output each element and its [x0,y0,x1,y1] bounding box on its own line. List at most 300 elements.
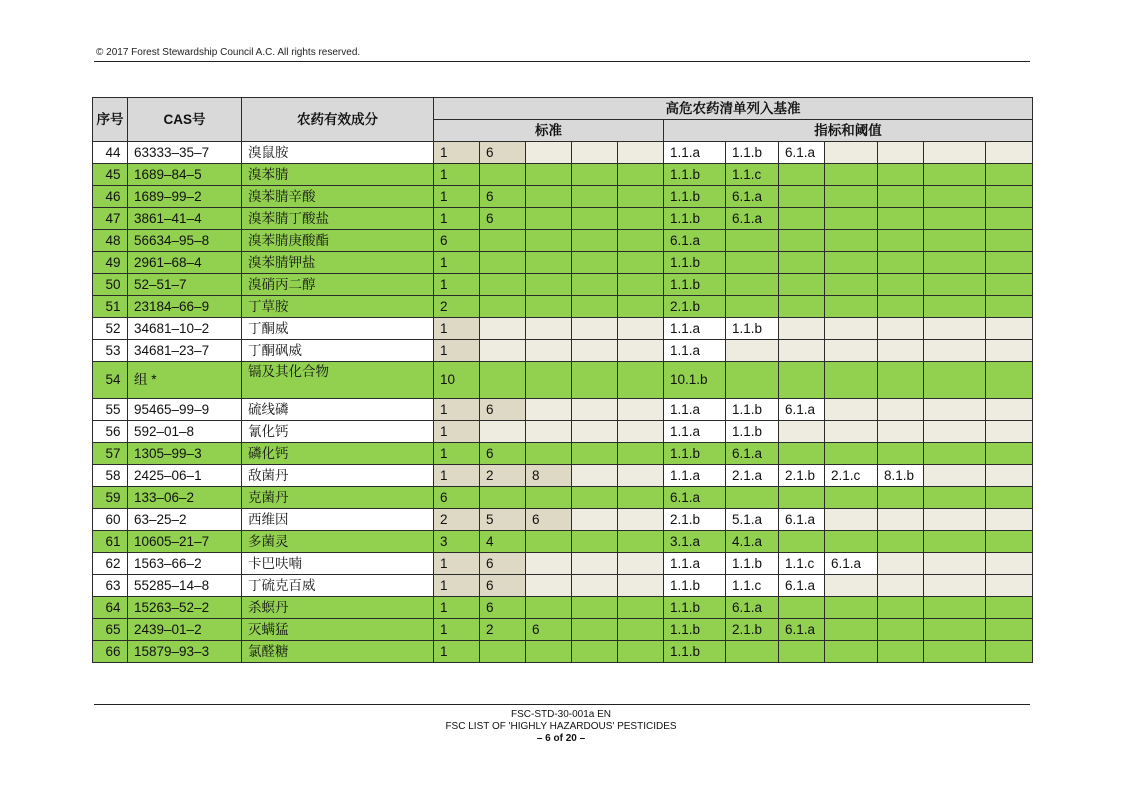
ingredient-cell: 丁草胺 [242,296,434,318]
header-row-top [93,98,1033,120]
indicator-cell: 3.1.a [664,531,726,553]
ingredient-cell: 西维因 [242,509,434,531]
criteria-cell [618,296,664,318]
indicator-cell: 1.1.a [664,421,726,443]
indicator-cell [878,597,924,619]
header-divider [94,61,1030,62]
indicator-cell: 8.1.b [878,465,924,487]
criteria-cell [480,252,526,274]
indicator-cell [986,619,1033,641]
indicator-cell [986,575,1033,597]
indicator-cell [986,362,1033,399]
criteria-cell [526,164,572,186]
criteria-cell [526,531,572,553]
cas-cell: 63–25–2 [128,509,242,531]
indicator-cell: 1.1.b [726,399,779,421]
criteria-cell: 1 [434,641,480,663]
row-number-cell: 56 [93,421,128,443]
criteria-cell [480,164,526,186]
criteria-cell [618,509,664,531]
indicator-cell [986,641,1033,663]
indicator-cell [878,443,924,465]
indicator-cell: 1.1.b [664,208,726,230]
criteria-cell [572,252,618,274]
criteria-cell: 6 [526,619,572,641]
cas-cell: 23184–66–9 [128,296,242,318]
indicator-cell [825,531,878,553]
cas-cell: 2439–01–2 [128,619,242,641]
row-number-cell: 49 [93,252,128,274]
indicator-cell [986,509,1033,531]
table-row [93,164,1033,186]
indicator-cell [986,296,1033,318]
indicator-cell [878,142,924,164]
criteria-cell: 6 [480,553,526,575]
indicator-cell: 1.1.a [664,318,726,340]
ingredient-cell: 丁酮威 [242,318,434,340]
table-row [93,531,1033,553]
criteria-header: 标准 [434,120,664,142]
table-row [93,208,1033,230]
indicator-cell [825,597,878,619]
ingredient-cell: 溴苯腈钾盐 [242,252,434,274]
indicators-header: 指标和阈值 [664,120,1033,142]
cas-cell: 34681–23–7 [128,340,242,362]
indicator-cell: 6.1.a [779,142,825,164]
criteria-cell: 2 [434,509,480,531]
indicator-cell [878,553,924,575]
criteria-cell [526,208,572,230]
ingredient-cell: 丁硫克百威 [242,575,434,597]
criteria-cell: 6 [480,597,526,619]
row-number-cell: 50 [93,274,128,296]
indicator-cell: 1.1.a [664,553,726,575]
indicator-cell [986,487,1033,509]
indicator-cell [779,296,825,318]
indicator-cell [825,399,878,421]
table-row [93,465,1033,487]
footer [0,709,1122,745]
cas-cell: 133–06–2 [128,487,242,509]
criteria-cell [526,553,572,575]
indicator-cell [726,487,779,509]
criteria-cell: 1 [434,619,480,641]
seq-header: 序号 [93,98,128,142]
indicator-cell [924,186,986,208]
indicator-cell: 6.1.a [726,597,779,619]
criteria-cell [572,575,618,597]
criteria-cell [572,399,618,421]
row-number-cell: 54 [93,362,128,399]
criteria-cell [526,274,572,296]
table-body [93,142,1033,663]
ingredient-cell: 卡巴呋喃 [242,553,434,575]
indicator-cell [825,509,878,531]
table-row [93,274,1033,296]
indicator-cell [726,274,779,296]
criteria-cell: 3 [434,531,480,553]
indicator-cell [924,641,986,663]
table-row [93,142,1033,164]
criteria-cell [572,553,618,575]
footer-page-number: – 6 of 20 – [536,733,586,744]
indicator-cell [779,186,825,208]
indicator-cell [924,509,986,531]
indicator-cell: 6.1.a [726,443,779,465]
criteria-cell [526,142,572,164]
indicator-cell: 1.1.c [779,553,825,575]
indicator-cell [924,553,986,575]
indicator-cell [986,252,1033,274]
criteria-cell [572,465,618,487]
criteria-cell [618,597,664,619]
indicator-cell [924,252,986,274]
indicator-cell [779,531,825,553]
criteria-cell: 1 [434,164,480,186]
indicator-cell [779,164,825,186]
criteria-cell [526,487,572,509]
cas-cell: 2961–68–4 [128,252,242,274]
indicator-cell [986,274,1033,296]
criteria-cell [572,230,618,252]
indicator-cell [878,208,924,230]
indicator-cell: 1.1.b [664,619,726,641]
indicator-cell: 1.1.b [726,421,779,443]
indicator-cell: 1.1.c [726,575,779,597]
ingredient-cell: 多菌灵 [242,531,434,553]
indicator-cell [878,274,924,296]
criteria-cell [618,487,664,509]
criteria-cell: 1 [434,318,480,340]
indicator-cell [924,230,986,252]
ingredient-cell: 溴苯腈 [242,164,434,186]
criteria-cell [526,575,572,597]
indicator-cell: 6.1.a [664,230,726,252]
ingredient-cell: 氯醛糖 [242,641,434,663]
criteria-cell: 6 [480,443,526,465]
cas-cell: 55285–14–8 [128,575,242,597]
row-number-cell: 45 [93,164,128,186]
criteria-cell: 1 [434,252,480,274]
row-number-cell: 58 [93,465,128,487]
indicator-cell [779,340,825,362]
criteria-cell [618,274,664,296]
indicator-cell [825,296,878,318]
indicator-cell [726,641,779,663]
indicator-cell [924,619,986,641]
indicator-cell: 2.1.b [726,619,779,641]
indicator-cell [878,318,924,340]
indicator-cell [986,186,1033,208]
criteria-cell [618,619,664,641]
indicator-cell [825,208,878,230]
ingredient-cell: 灭螨猛 [242,619,434,641]
indicator-cell [986,421,1033,443]
table-row [93,509,1033,531]
row-number-cell: 62 [93,553,128,575]
indicator-cell [924,274,986,296]
criteria-cell [618,186,664,208]
indicator-cell: 6.1.a [779,509,825,531]
indicator-cell [779,597,825,619]
indicator-cell [825,443,878,465]
criteria-cell: 1 [434,208,480,230]
indicator-cell: 6.1.a [825,553,878,575]
criteria-cell: 2 [480,619,526,641]
ingredient-cell: 溴硝丙二醇 [242,274,434,296]
cas-cell: 56634–95–8 [128,230,242,252]
indicator-cell [878,641,924,663]
indicator-cell [924,340,986,362]
indicator-cell [924,208,986,230]
ingredient-cell: 磷化钙 [242,443,434,465]
indicator-cell: 2.1.c [825,465,878,487]
indicator-cell [986,164,1033,186]
indicator-cell [924,399,986,421]
indicator-cell: 1.1.b [664,443,726,465]
ingredient-cell: 敌菌丹 [242,465,434,487]
indicator-cell: 6.1.a [664,487,726,509]
criteria-cell [618,142,664,164]
indicator-cell: 1.1.a [664,142,726,164]
criteria-cell [572,296,618,318]
criteria-cell [480,641,526,663]
criteria-cell: 2 [480,465,526,487]
row-number-cell: 55 [93,399,128,421]
footer-doc-code: FSC-STD-30-001a EN [510,709,612,720]
criteria-cell: 10 [434,362,480,399]
row-number-cell: 51 [93,296,128,318]
footer-doc-title: FSC LIST OF 'HIGHLY HAZARDOUS' PESTICIDES [445,721,677,732]
indicator-cell [924,575,986,597]
indicator-cell [986,208,1033,230]
table-row [93,641,1033,663]
criteria-cell [480,318,526,340]
indicator-cell [924,465,986,487]
indicator-cell: 5.1.a [726,509,779,531]
criteria-cell: 1 [434,597,480,619]
ingredient-cell: 氰化钙 [242,421,434,443]
criteria-cell [618,340,664,362]
criteria-cell [480,340,526,362]
criteria-cell [526,362,572,399]
criteria-cell [526,641,572,663]
cas-cell: 63333–35–7 [128,142,242,164]
cas-cell: 1305–99–3 [128,443,242,465]
row-number-cell: 44 [93,142,128,164]
table-row [93,252,1033,274]
criteria-cell [526,252,572,274]
ingredient-cell: 克菌丹 [242,487,434,509]
table-row [93,296,1033,318]
row-number-cell: 48 [93,230,128,252]
criteria-cell [526,186,572,208]
copyright-notice: © 2017 Forest Stewardship Council A.C. All rights reserved. [96,47,361,58]
table-row [93,443,1033,465]
criteria-cell [572,318,618,340]
indicator-cell [986,553,1033,575]
indicator-cell [726,230,779,252]
indicator-cell [825,487,878,509]
indicator-cell [878,362,924,399]
indicator-cell [779,641,825,663]
cas-cell: 15263–52–2 [128,597,242,619]
indicator-cell: 1.1.b [664,164,726,186]
cas-header: CAS号 [128,98,242,142]
indicator-cell [726,296,779,318]
indicator-cell: 10.1.b [664,362,726,399]
criteria-cell: 6 [480,575,526,597]
indicator-cell: 1.1.a [664,399,726,421]
criteria-cell: 6 [480,399,526,421]
cas-cell: 52–51–7 [128,274,242,296]
indicator-cell: 1.1.b [664,575,726,597]
criteria-cell [618,362,664,399]
table-row [93,421,1033,443]
indicator-cell [825,252,878,274]
row-number-cell: 66 [93,641,128,663]
table-row [93,487,1033,509]
indicator-cell [878,487,924,509]
indicator-cell [878,531,924,553]
criteria-cell [572,208,618,230]
indicator-cell [924,142,986,164]
criteria-cell: 6 [480,186,526,208]
criteria-cell [526,296,572,318]
criteria-cell: 5 [480,509,526,531]
criteria-cell [572,421,618,443]
ingredient-cell: 溴鼠胺 [242,142,434,164]
criteria-cell [572,619,618,641]
criteria-cell [618,531,664,553]
ingredient-cell: 溴苯腈丁酸盐 [242,208,434,230]
indicator-cell: 6.1.a [779,399,825,421]
criteria-cell [480,421,526,443]
indicator-cell [825,186,878,208]
row-number-cell: 64 [93,597,128,619]
criteria-cell [618,252,664,274]
criteria-cell [618,575,664,597]
indicator-cell [825,619,878,641]
indicator-cell [878,421,924,443]
indicator-cell [825,362,878,399]
footer-divider [94,704,1030,705]
criteria-cell [618,465,664,487]
table-row [93,575,1033,597]
indicator-cell: 1.1.b [726,318,779,340]
criteria-cell [480,274,526,296]
indicator-cell: 6.1.a [779,619,825,641]
criteria-cell: 8 [526,465,572,487]
criteria-cell [572,186,618,208]
indicator-cell [878,340,924,362]
criteria-cell [526,340,572,362]
criteria-cell [618,399,664,421]
criteria-cell [618,208,664,230]
pesticide-table [92,97,1033,663]
criteria-cell [572,641,618,663]
indicator-cell [825,641,878,663]
indicator-cell [986,443,1033,465]
indicator-cell [878,296,924,318]
cas-cell: 组 * [128,362,242,399]
criteria-cell [618,553,664,575]
criteria-cell [618,421,664,443]
indicator-cell: 1.1.b [664,641,726,663]
indicator-cell [986,230,1033,252]
indicator-cell [825,164,878,186]
indicator-cell [779,230,825,252]
row-number-cell: 60 [93,509,128,531]
indicator-cell: 2.1.b [664,296,726,318]
table-row [93,186,1033,208]
indicator-cell [986,340,1033,362]
criteria-cell: 1 [434,399,480,421]
indicator-cell [779,487,825,509]
criteria-cell [572,340,618,362]
indicator-cell [825,230,878,252]
ingredient-header: 农药有效成分 [242,98,434,142]
indicator-cell [726,252,779,274]
indicator-cell [924,597,986,619]
indicator-cell [878,164,924,186]
table-row [93,619,1033,641]
criteria-cell: 6 [526,509,572,531]
indicator-cell [825,318,878,340]
criteria-cell: 6 [434,230,480,252]
indicator-cell: 4.1.a [726,531,779,553]
indicator-cell: 6.1.a [726,186,779,208]
criteria-cell: 6 [434,487,480,509]
indicator-cell: 2.1.b [664,509,726,531]
table-row [93,362,1033,399]
indicator-cell [924,421,986,443]
indicator-cell [924,296,986,318]
row-number-cell: 47 [93,208,128,230]
table-row [93,318,1033,340]
indicator-cell: 1.1.b [726,142,779,164]
ingredient-cell: 丁酮砜威 [242,340,434,362]
ingredient-cell: 硫线磷 [242,399,434,421]
criteria-cell [572,274,618,296]
indicator-cell [986,142,1033,164]
criteria-cell [480,230,526,252]
criteria-cell: 1 [434,553,480,575]
indicator-cell [986,531,1033,553]
indicator-cell [825,575,878,597]
indicator-cell [924,318,986,340]
cas-cell: 592–01–8 [128,421,242,443]
cas-cell: 10605–21–7 [128,531,242,553]
row-number-cell: 61 [93,531,128,553]
indicator-cell [825,142,878,164]
cas-cell: 15879–93–3 [128,641,242,663]
indicator-cell: 6.1.a [779,575,825,597]
criteria-cell [572,142,618,164]
criteria-cell: 1 [434,274,480,296]
indicator-cell [726,340,779,362]
indicator-cell [878,186,924,208]
criteria-cell: 1 [434,421,480,443]
ingredient-cell: 镉及其化合物 [242,362,434,399]
criteria-cell [618,641,664,663]
criteria-cell: 1 [434,443,480,465]
indicator-cell [924,362,986,399]
row-number-cell: 63 [93,575,128,597]
criteria-cell [480,362,526,399]
criteria-cell: 1 [434,142,480,164]
criteria-cell [572,443,618,465]
